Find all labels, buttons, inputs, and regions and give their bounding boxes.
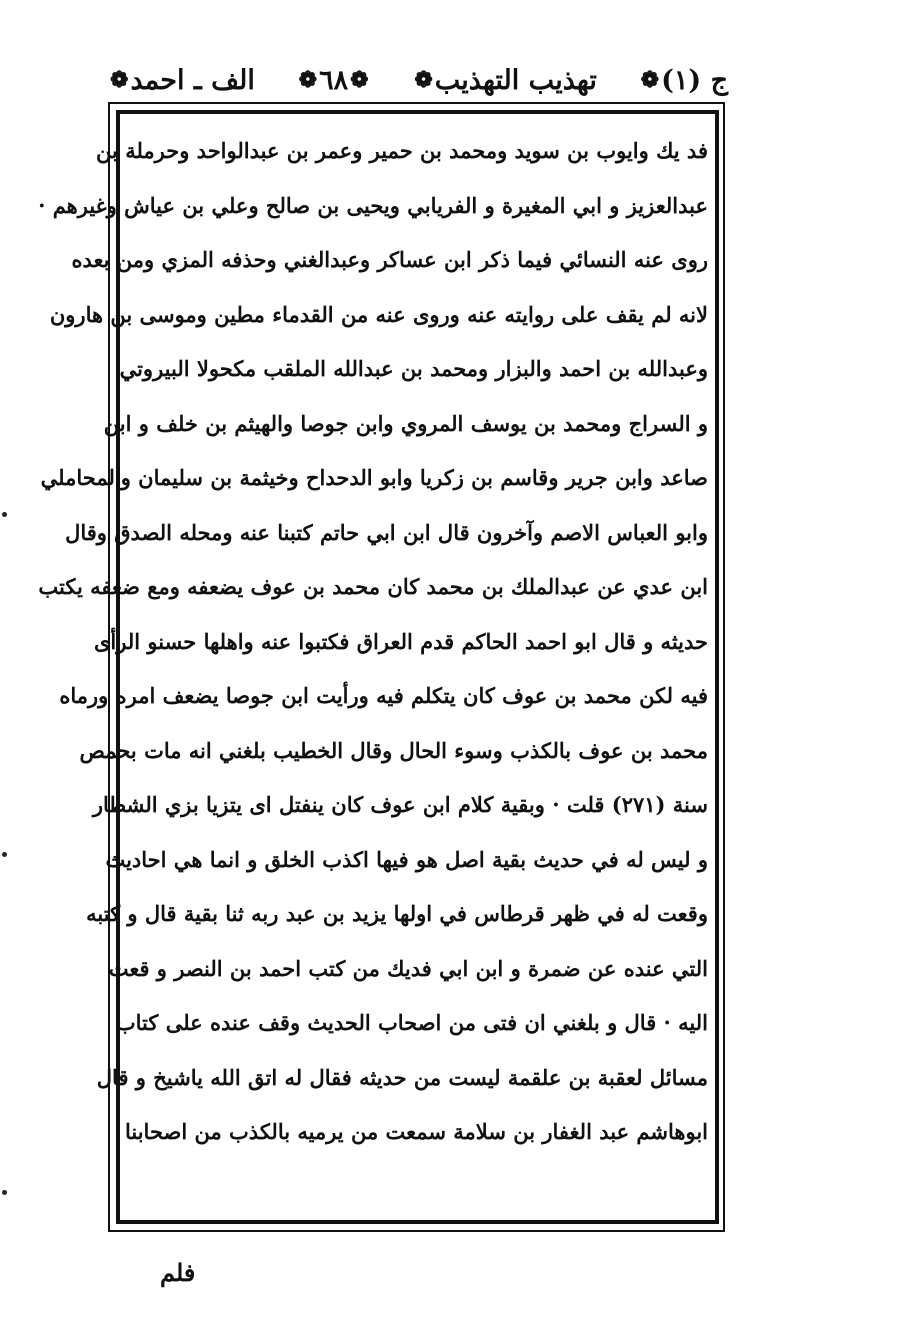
- text-line: مسائل لعقبة بن علقمة ليست من حديثه فقال له اتق الله ياشيخ و قال: [96, 1064, 708, 1090]
- flower-ornament-icon: ❁: [298, 67, 318, 93]
- text-line: التي عنده عن ضمرة و ابن ابي فديك من كتب احمد بن النصر و قعت: [108, 955, 708, 981]
- text-line: لانه لم يقف على روايته عنه وروى عنه من القدماء مطين وموسى بن هارون: [49, 301, 708, 327]
- text-line: عبدالعزيز و ابي المغيرة و الفريابي ويحيى بن صالح وعلي بن عياش وغيرهم ·: [38, 192, 708, 218]
- flower-ornament-icon: ❁: [110, 67, 129, 93]
- book-title: تهذيب التهذيب: [434, 64, 597, 96]
- text-line: و السراج ومحمد بن يوسف المروي وابن جوصا والهيثم بن خلف و ابن: [103, 410, 708, 436]
- text-line: اليه · قال و بلغني ان فتى من اصحاب الحديث وقف عنده على كتاب: [115, 1010, 708, 1035]
- header-section-group: [108, 65, 255, 96]
- scan-speck: [2, 512, 7, 517]
- text-line: محمد بن عوف بالكذب وسوء الحال وقال الخطيب بلغني انه مات بحمص: [79, 737, 708, 763]
- text-line: وعبدالله بن احمد والبزار ومحمد بن عبدالله الملقب مكحولا البيروتي: [119, 356, 708, 381]
- text-line: فد يك وايوب بن سويد ومحمد بن حمير وعمر بن عبدالواحد وحرملة بن: [96, 138, 708, 163]
- text-line: صاعد وابن جرير وقاسم بن زكريا وابو الدحداح وخيثمة بن سليمان والمحاملي: [40, 465, 708, 490]
- text-line: فيه لكن محمد بن عوف كان يتكلم فيه ورأيت ابن جوصا يضعف امره ورماه: [59, 683, 708, 708]
- section-label: الف ـ احمد: [130, 64, 255, 96]
- scan-speck: [2, 852, 7, 857]
- flower-ornament-icon: ❁: [640, 67, 660, 93]
- text-line: ابن عدي عن عبدالملك بن محمد كان محمد بن عوف يضعفه ومع ضعفه يكتب: [38, 574, 708, 599]
- text-line: روى عنه النسائي فيما ذكر ابن عساكر وعبدالغني وحذفه المزي ومن بعده: [71, 247, 708, 272]
- text-line: سنة (٢٧١) قلت · وبقية كلام ابن عوف كان ينفتل اى يتزيا بزي الشطار: [92, 792, 708, 817]
- catchword: فلم: [160, 1258, 196, 1287]
- running-header: [108, 58, 728, 102]
- scan-speck: [2, 1190, 7, 1195]
- text-line: و ليس له في حديث بقية اصل هو فيها اكذب الخلق و انما هي احاديث: [105, 846, 708, 872]
- volume-label: ج (١): [661, 64, 728, 96]
- flower-ornament-icon: ❁: [350, 67, 369, 93]
- page-number: ٦٨: [319, 64, 349, 96]
- body-text: [38, 124, 708, 1219]
- header-page-group: [297, 65, 371, 96]
- text-line: وقعت له في ظهر قرطاس في اولها يزيد بن عبد ربه ثنا بقية قال و كتبه: [86, 901, 708, 926]
- text-line: وابو العباس الاصم وآخرون قال ابن ابي حاتم كتبنا عنه ومحله الصدق وقال: [65, 519, 708, 545]
- text-line: ابوهاشم عبد الغفار بن سلامة سمعت من يرميه بالكذب من اصحابنا: [124, 1119, 708, 1144]
- header-volume-group: [639, 65, 728, 96]
- flower-ornament-icon: ❁: [414, 67, 433, 93]
- header-title-group: [412, 65, 597, 96]
- text-line: حديثه و قال ابو احمد الحاكم قدم العراق فكتبوا عنه واهلها حسنو الرأى: [93, 628, 708, 654]
